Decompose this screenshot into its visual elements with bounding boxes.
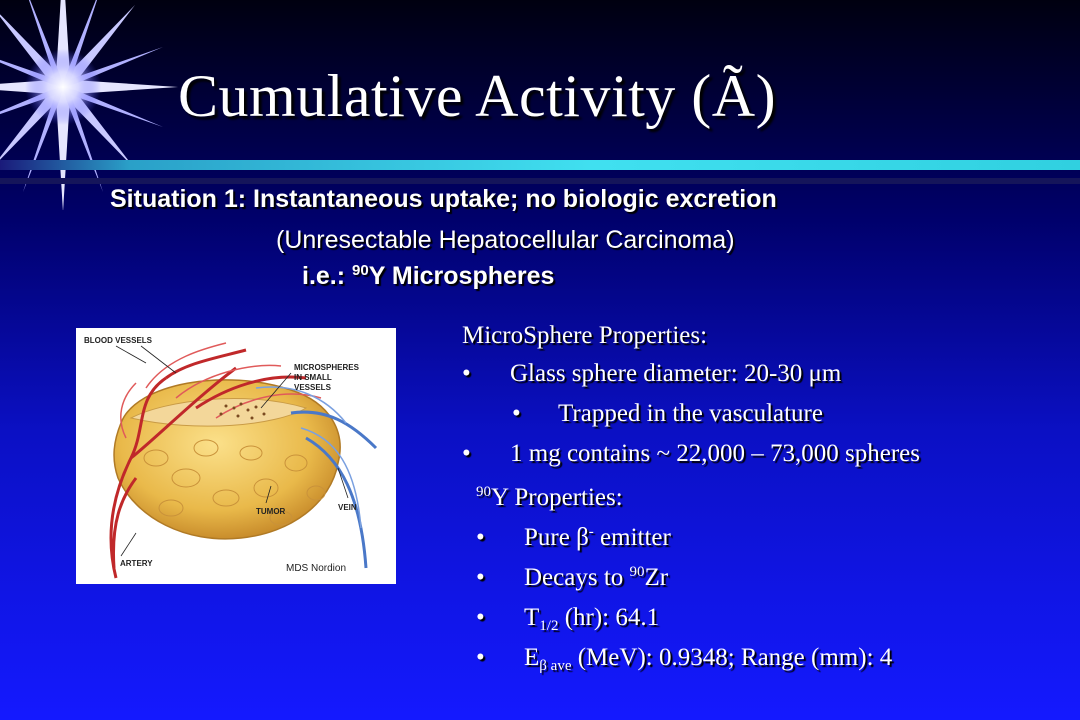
label-tumor: TUMOR — [256, 507, 286, 516]
microsphere-heading: MicroSphere Properties: — [462, 322, 708, 349]
yttrium-heading: $^{90}$Y Properties: — [476, 484, 623, 511]
slide-title: Cumulative Activity (Ã) — [178, 63, 777, 129]
label-in-small: IN SMALL — [294, 373, 332, 382]
situation-example: i.e.: $^{90}$Y Microspheres — [302, 262, 555, 290]
microsphere-tumor-illustration — [76, 328, 396, 584]
situation-line: Situation 1: Instantaneous uptake; no biologic excretion — [110, 185, 777, 213]
situation-subtitle: (Unresectable Hepatocellular Carcinoma) — [276, 226, 735, 254]
label-artery: ARTERY — [120, 559, 153, 568]
label-blood-vessels: BLOOD VESSELS — [84, 336, 153, 345]
title-underline — [0, 160, 1080, 186]
label-microspheres: MICROSPHERES — [294, 363, 359, 372]
label-vein: VEIN — [338, 503, 357, 512]
label-vessels: VESSELS — [294, 383, 331, 392]
image-credit: MDS Nordion — [286, 563, 347, 574]
